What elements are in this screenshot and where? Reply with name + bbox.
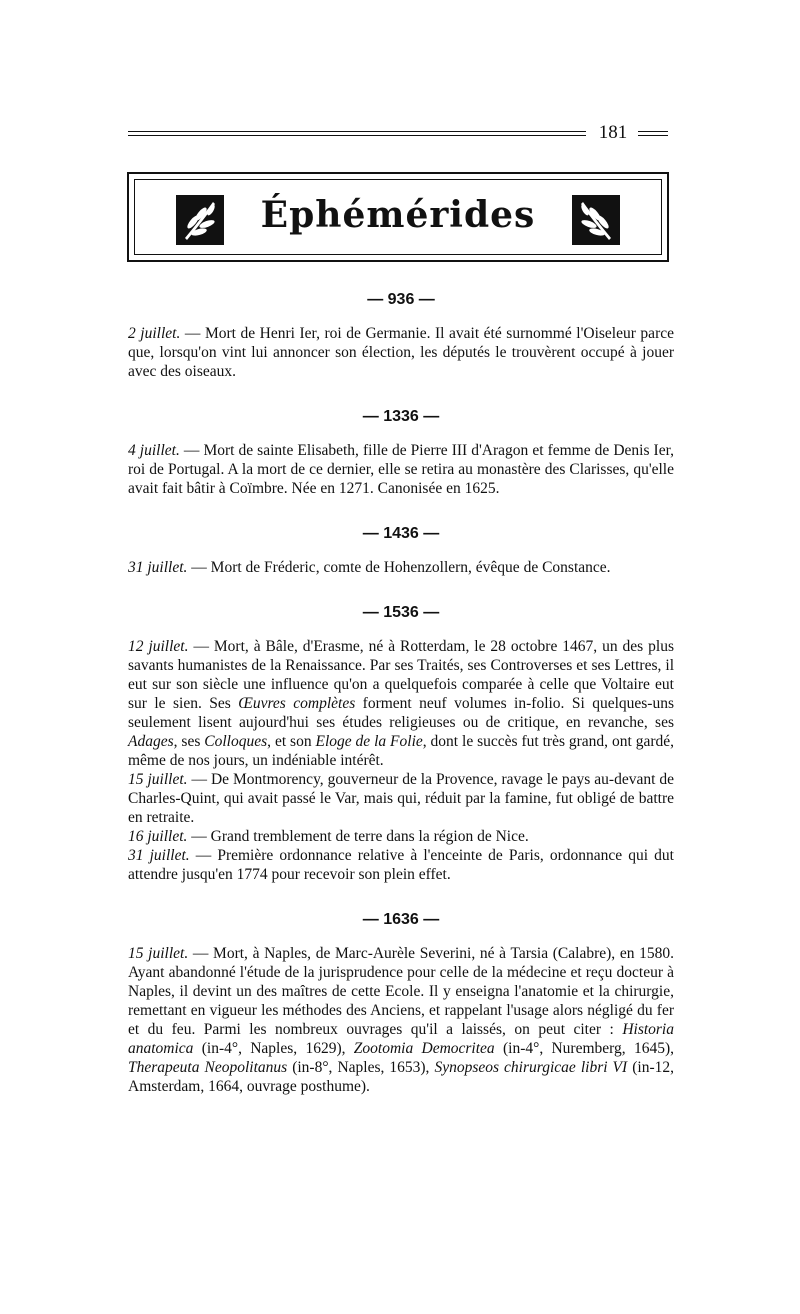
work-title: Therapeuta Neopolitanus [128,1059,288,1076]
ephemerides-body [128,290,674,1096]
entry [128,637,674,770]
entry-text: (in-12, Amsterdam, 1664, ouvrage posthume). [128,1059,674,1095]
entry-text: (in-4°, Nuremberg, 1645), [494,1040,674,1057]
year-heading: — 936 — [367,291,435,308]
entry [128,827,674,846]
entry-text: (in-4°, Naples, 1629), [193,1040,354,1057]
entry-date: 31 juillet. [128,559,188,576]
entry-text: , ses [173,733,205,750]
work-title: Colloques [204,733,268,750]
entry-date: 4 juillet. [128,442,180,459]
entry-date: 15 juillet. [128,771,188,788]
entry-text: — Mort de sainte Elisabeth, fille de Pierre III d'Aragon et femme de Denis Ier, roi de Portugal. A la mort de ce dernier, elle se retira au monastère des Clarisses, qu'elle avait fait bâtir à Coïmbre. Née en 1271. Canonisée en 1625. [128,442,674,497]
entry [128,846,674,884]
entry-date: 16 juillet. [128,828,188,845]
entry [128,770,674,827]
work-title: Œuvres complètes [238,695,356,712]
entry-text: — De Montmorency, gouverneur de la Provence, ravage le pays au-devant de Charles-Quint, qui avait passé le Var, mais qui, réduit par la famine, fut obligé de battre en retraite. [128,771,674,826]
entry-text: — Mort, à Bâle, d'Erasme, né à Rotterdam, le 28 octobre 1467, un des plus savants humanistes de la Renaissance. Par ses Traités, ses Controverses et ses Lettres, il eut sur son siècle une influence qu'on a quelquefois comparée à celle que Voltaire eut sur le sien. Ses [128,638,675,712]
entry-text: , dont le succès fut très grand, ont gardé, même de nos jours, un indéniable intérêt. [128,733,674,769]
page-header-rule [128,123,668,145]
entry-date: 15 juillet. [128,945,189,962]
page-number: 181 [593,123,633,143]
work-title: Zootomia Democritea [353,1040,495,1057]
entry-text: — Première ordonnance relative à l'enceinte de Paris, ordonnance qui dut attendre jusqu'en 1774 pour recevoir son plein effet. [128,847,674,883]
entry-date: 12 juillet. [128,638,189,655]
year-heading: — 1536 — [362,604,440,621]
laurel-branch-icon [571,194,621,246]
work-title: Eloge de la Folie [315,733,423,750]
entry [128,441,674,498]
year-heading: — 1336 — [362,408,440,425]
entry-text: — Mort de Henri Ier, roi de Germanie. Il avait été surnommé l'Oiseleur parce que, lorsqu'on vint lui annoncer son élection, les députés le trouvèrent occupé à jouer avec des oiseaux. [128,325,674,380]
year-heading: — 1636 — [362,911,440,928]
page-title: Éphémérides [260,194,536,236]
work-title: Synopseos chirurgicae libri VI [434,1059,628,1076]
entry-text: — Grand tremblement de terre dans la région de Nice. [187,828,529,845]
entry-date: 2 juillet. [128,325,181,342]
year-heading: — 1436 — [362,525,440,542]
entry-date: 31 juillet. [128,847,190,864]
title-banner [127,172,669,262]
entry-text: , et son [267,733,316,750]
entry-text: forment neuf volumes in-folio. Si quelques-uns seulement lisent aujourd'hui ses études religieuses ou de critique, en revanche, ses [128,695,674,731]
entry [128,944,674,1096]
entry [128,324,674,381]
entry [128,558,674,577]
entry-text: (in-8°, Naples, 1653), [287,1059,435,1076]
work-title: Adages [128,733,174,750]
entry-text: — Mort, à Naples, de Marc-Aurèle Severini, né à Tarsia (Calabre), en 1580. Ayant abandonné l'étude de la jurisprudence pour celle de la médecine et reçu docteur à Naples, il devint un des maîtres de cette Ecole. Il y enseigna l'anatomie et la chirurgie, remettant en vigueur les méthodes des Anciens, et rappelant l'usage alors négligé du fer et du feu. Parmi les nombreux ouvrages qu'il a laissés, on peut citer : [128,945,674,1038]
entry-text: — Mort de Fréderic, comte de Hohenzollern, évêque de Constance. [187,559,611,576]
work-title: Historia anatomica [128,1021,674,1057]
